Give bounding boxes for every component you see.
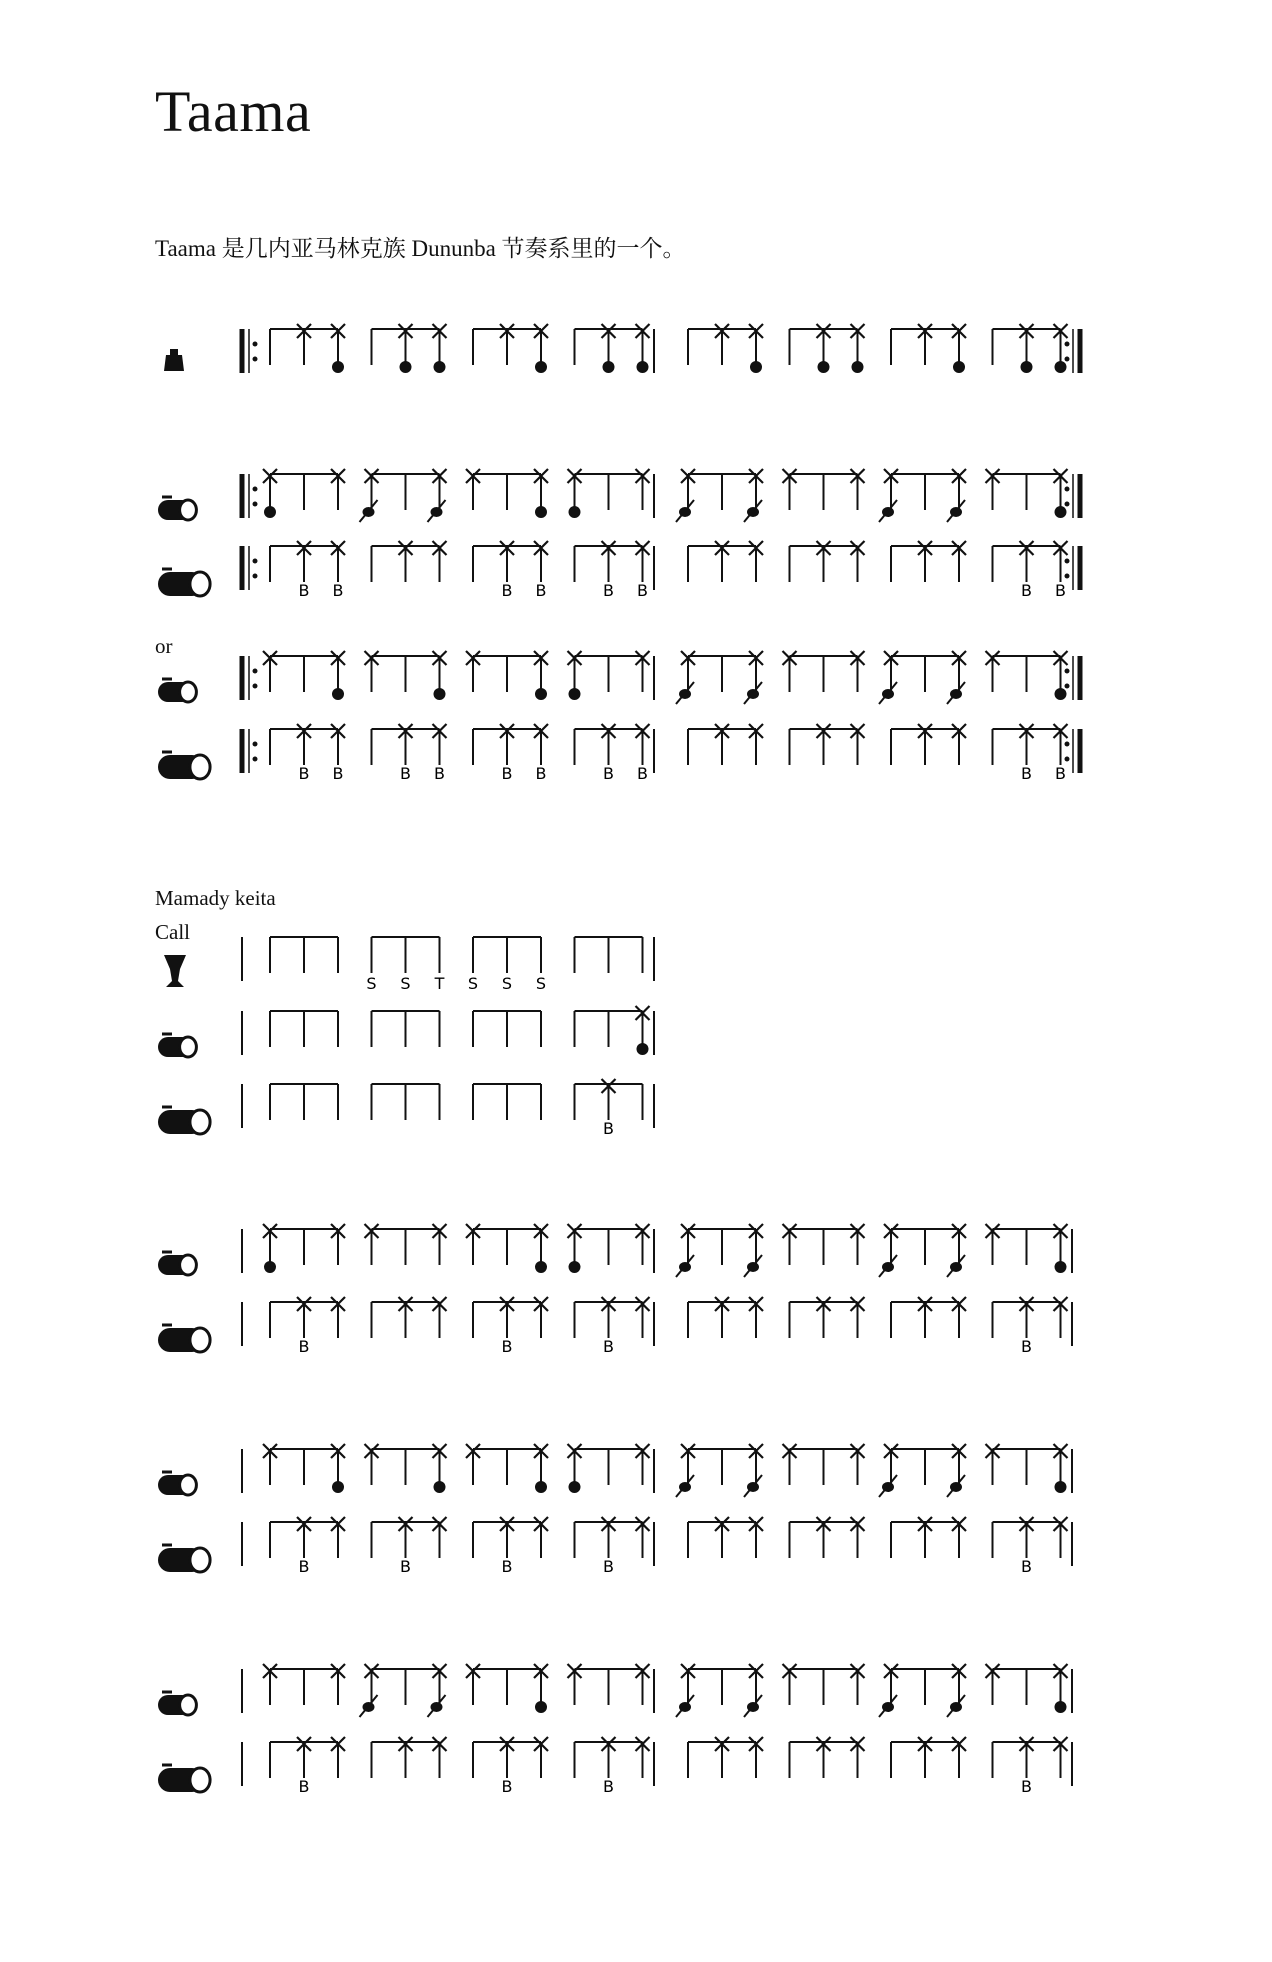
note-x — [817, 1517, 831, 1558]
note-x — [500, 324, 514, 365]
note-xs — [744, 1444, 763, 1497]
note-x — [636, 1737, 650, 1778]
note-x — [636, 1444, 650, 1485]
stroke-letter: B — [434, 764, 445, 783]
note-s — [536, 937, 546, 993]
note-s — [400, 937, 410, 993]
note-xb — [297, 541, 311, 600]
note-xd — [331, 1444, 345, 1493]
note-x — [749, 1297, 763, 1338]
note-x — [817, 1737, 831, 1778]
note-xb — [331, 724, 345, 783]
note-xd — [534, 1224, 548, 1273]
note-xs — [947, 1444, 966, 1497]
note-x — [331, 1517, 345, 1558]
stroke-letter: T — [434, 974, 445, 993]
note-xs — [744, 1664, 763, 1717]
note-xb — [331, 541, 345, 600]
note-x — [466, 1664, 480, 1705]
stroke-letter: B — [501, 1557, 513, 1576]
stroke-letter: S — [366, 974, 377, 993]
note-x — [952, 1517, 966, 1558]
note-x — [466, 651, 480, 692]
note-xd — [568, 651, 582, 700]
note-xd — [1054, 651, 1068, 700]
dununba-drum-icon — [158, 569, 210, 596]
note-xd — [534, 651, 548, 700]
note-xs — [947, 1224, 966, 1277]
note-x — [715, 1297, 729, 1338]
note-xd — [1020, 324, 1034, 373]
stroke-letter: B — [1021, 1777, 1032, 1796]
note-x — [749, 724, 763, 765]
note-xb — [500, 1517, 514, 1576]
note-x — [851, 1224, 865, 1265]
stroke-letter: B — [603, 764, 614, 783]
note-xb — [636, 724, 650, 783]
stroke-letter: B — [1055, 581, 1066, 600]
note-x — [399, 1297, 413, 1338]
note-x — [986, 469, 1000, 510]
dununba-drum-icon — [158, 1765, 210, 1792]
note-xb — [1020, 1517, 1034, 1576]
note-x — [851, 1664, 865, 1705]
note-x — [783, 469, 797, 510]
sangban-drum-icon — [158, 1252, 196, 1275]
note-xs — [676, 1224, 695, 1277]
note-xd — [1054, 1224, 1068, 1273]
sangban-drum-icon — [158, 1472, 196, 1495]
notation-row — [0, 642, 1272, 722]
note-xs — [744, 1224, 763, 1277]
notation-row — [0, 1728, 1272, 1808]
sangban-drum-icon — [158, 1034, 196, 1057]
note-x — [952, 724, 966, 765]
stroke-letter: B — [1021, 581, 1032, 600]
note-x — [715, 1737, 729, 1778]
note-xb — [433, 724, 447, 783]
note-xb — [500, 1737, 514, 1796]
note-xs — [879, 1444, 898, 1497]
stroke-letter: B — [332, 581, 344, 600]
stroke-letter: B — [603, 1119, 614, 1138]
note-x — [297, 324, 311, 365]
stroke-letter: S — [501, 974, 513, 993]
note-x — [749, 541, 763, 582]
djembe-icon — [164, 955, 186, 987]
note-xd — [1054, 469, 1068, 518]
note-x — [331, 1224, 345, 1265]
note-x — [986, 1224, 1000, 1265]
note-xd — [568, 1444, 582, 1493]
note-xb — [297, 1737, 311, 1796]
dununba-drum-icon — [158, 752, 210, 779]
notation-row — [0, 1655, 1272, 1735]
note-xb — [602, 1517, 616, 1576]
note-x — [952, 1737, 966, 1778]
stroke-letter: B — [603, 581, 614, 600]
note-xd — [263, 469, 277, 518]
note-x — [365, 651, 379, 692]
note-xs — [947, 651, 966, 704]
note-x — [466, 1444, 480, 1485]
intro-text: Taama 是几内亚马林克族 Dununba 节奏系里的一个。 — [155, 236, 686, 261]
notation-row — [0, 1070, 1272, 1150]
sangban-drum-icon — [158, 497, 196, 520]
note-xs — [879, 1224, 898, 1277]
stroke-letter: B — [1021, 764, 1032, 783]
note-xd — [636, 1006, 650, 1055]
note-x — [433, 1297, 447, 1338]
note-xs — [360, 469, 379, 522]
note-x — [466, 1224, 480, 1265]
page-title: Taama — [155, 79, 312, 144]
notation-row — [0, 315, 1272, 395]
stroke-letter: B — [637, 581, 648, 600]
note-x — [263, 651, 277, 692]
note-x — [331, 1664, 345, 1705]
note-xs — [676, 651, 695, 704]
stroke-letter: B — [501, 1777, 513, 1796]
note-xd — [399, 324, 413, 373]
note-xs — [879, 1664, 898, 1717]
note-xs — [947, 469, 966, 522]
note-s — [366, 937, 376, 993]
note-xb — [602, 1297, 616, 1356]
note-x — [636, 469, 650, 510]
stroke-letter: B — [603, 1557, 614, 1576]
note-x — [715, 541, 729, 582]
note-x — [952, 541, 966, 582]
stroke-letter: B — [501, 1337, 513, 1356]
stroke-letter: S — [467, 974, 479, 993]
note-x — [636, 1297, 650, 1338]
note-xs — [879, 651, 898, 704]
note-xd — [1054, 324, 1068, 373]
stroke-letter: B — [637, 764, 648, 783]
dununba-drum-icon — [158, 1325, 210, 1352]
note-xb — [1020, 541, 1034, 600]
stroke-letter: B — [603, 1777, 614, 1796]
note-xd — [568, 469, 582, 518]
note-xd — [851, 324, 865, 373]
note-x — [851, 541, 865, 582]
note-xd — [1054, 1664, 1068, 1713]
stroke-letter: B — [298, 581, 310, 600]
note-x — [636, 1224, 650, 1265]
note-xb — [500, 724, 514, 783]
note-x — [851, 724, 865, 765]
stroke-letter: B — [298, 1777, 310, 1796]
note-x — [433, 1737, 447, 1778]
note-x — [918, 724, 932, 765]
note-x — [783, 651, 797, 692]
note-x — [466, 469, 480, 510]
note-xd — [263, 1224, 277, 1273]
note-t — [434, 937, 445, 993]
note-x — [365, 1224, 379, 1265]
sangban-drum-icon — [158, 1692, 196, 1715]
note-x — [715, 1517, 729, 1558]
note-x — [534, 1737, 548, 1778]
note-x — [986, 1664, 1000, 1705]
note-xd — [817, 324, 831, 373]
stroke-letter: B — [1021, 1557, 1032, 1576]
stroke-letter: B — [603, 1337, 614, 1356]
stroke-letter: B — [535, 581, 547, 600]
or-label: or — [155, 634, 173, 658]
note-xd — [1054, 1444, 1068, 1493]
stroke-letter: S — [535, 974, 547, 993]
note-xb — [1020, 724, 1034, 783]
stroke-letter: B — [501, 764, 513, 783]
note-xs — [360, 1664, 379, 1717]
note-xd — [568, 1224, 582, 1273]
note-x — [636, 651, 650, 692]
note-xs — [744, 469, 763, 522]
note-xb — [602, 1737, 616, 1796]
sangban-drum-icon — [158, 679, 196, 702]
note-xd — [534, 324, 548, 373]
note-x — [851, 1517, 865, 1558]
note-xs — [947, 1664, 966, 1717]
note-xd — [636, 324, 650, 373]
note-x — [534, 1297, 548, 1338]
note-xs — [879, 469, 898, 522]
note-x — [986, 651, 1000, 692]
note-x — [918, 1297, 932, 1338]
note-x — [433, 541, 447, 582]
note-x — [636, 1517, 650, 1558]
note-xb — [602, 541, 616, 600]
note-xb — [399, 1517, 413, 1576]
notation-row — [0, 715, 1272, 795]
note-x — [817, 724, 831, 765]
notation-row — [0, 460, 1272, 540]
note-x — [433, 1517, 447, 1558]
note-x — [952, 1297, 966, 1338]
stroke-letter: B — [298, 764, 310, 783]
note-xs — [428, 1664, 447, 1717]
note-xb — [1054, 724, 1068, 783]
note-x — [263, 1664, 277, 1705]
note-x — [399, 541, 413, 582]
call-label: Call — [155, 920, 190, 944]
note-xd — [331, 651, 345, 700]
notation-row — [0, 1288, 1272, 1368]
stroke-letter: B — [501, 581, 513, 600]
note-xb — [500, 541, 514, 600]
stroke-letter: B — [298, 1337, 310, 1356]
note-x — [749, 1737, 763, 1778]
dununba-drum-icon — [158, 1107, 210, 1134]
notation-row — [0, 1508, 1272, 1588]
note-xb — [636, 541, 650, 600]
note-x — [851, 1737, 865, 1778]
notation-row — [0, 1215, 1272, 1295]
note-xs — [676, 1444, 695, 1497]
note-x — [851, 469, 865, 510]
note-xd — [433, 324, 447, 373]
note-x — [783, 1444, 797, 1485]
note-xd — [433, 651, 447, 700]
note-xb — [500, 1297, 514, 1356]
note-xd — [534, 469, 548, 518]
note-x — [749, 1517, 763, 1558]
stroke-letter: B — [400, 764, 411, 783]
note-x — [1054, 1297, 1068, 1338]
notation-row — [0, 923, 1272, 1003]
note-x — [715, 724, 729, 765]
note-xb — [399, 724, 413, 783]
performer-name: Mamady keita — [155, 886, 276, 910]
note-xs — [744, 651, 763, 704]
notation-row — [0, 532, 1272, 612]
note-x — [817, 541, 831, 582]
note-x — [783, 1224, 797, 1265]
note-x — [851, 1444, 865, 1485]
note-xd — [534, 1664, 548, 1713]
stroke-letter: B — [1021, 1337, 1032, 1356]
note-xd — [749, 324, 763, 373]
note-x — [817, 1297, 831, 1338]
note-xs — [428, 469, 447, 522]
bell-icon — [164, 349, 184, 371]
note-s — [502, 937, 512, 993]
note-xb — [534, 724, 548, 783]
note-xd — [952, 324, 966, 373]
note-x — [263, 1444, 277, 1485]
stroke-letter: B — [298, 1557, 310, 1576]
note-xb — [1020, 1297, 1034, 1356]
note-xb — [297, 1297, 311, 1356]
note-x — [331, 1737, 345, 1778]
note-x — [986, 1444, 1000, 1485]
note-xd — [331, 324, 345, 373]
note-x — [534, 1517, 548, 1558]
note-xb — [297, 1517, 311, 1576]
stroke-letter: B — [535, 764, 547, 783]
stroke-letter: S — [400, 974, 411, 993]
notation-row — [0, 997, 1272, 1077]
note-x — [783, 1664, 797, 1705]
note-xb — [602, 1079, 616, 1138]
note-x — [399, 1737, 413, 1778]
notation-row — [0, 1435, 1272, 1515]
note-xd — [433, 1444, 447, 1493]
note-x — [433, 1224, 447, 1265]
note-x — [568, 1664, 582, 1705]
dununba-drum-icon — [158, 1545, 210, 1572]
note-xb — [1054, 541, 1068, 600]
note-x — [715, 324, 729, 365]
note-x — [918, 1517, 932, 1558]
note-xb — [297, 724, 311, 783]
note-xs — [676, 469, 695, 522]
note-x — [1054, 1517, 1068, 1558]
note-s — [468, 937, 478, 993]
note-xb — [602, 724, 616, 783]
note-x — [331, 469, 345, 510]
note-xs — [676, 1664, 695, 1717]
note-x — [1054, 1737, 1068, 1778]
note-xd — [602, 324, 616, 373]
note-x — [365, 1444, 379, 1485]
note-x — [851, 1297, 865, 1338]
stroke-letter: B — [1055, 764, 1066, 783]
note-x — [918, 541, 932, 582]
note-x — [331, 1297, 345, 1338]
note-xd — [534, 1444, 548, 1493]
note-xb — [1020, 1737, 1034, 1796]
note-x — [636, 1664, 650, 1705]
note-x — [918, 324, 932, 365]
note-x — [851, 651, 865, 692]
stroke-letter: B — [400, 1557, 411, 1576]
note-x — [918, 1737, 932, 1778]
stroke-letter: B — [332, 764, 344, 783]
note-xb — [534, 541, 548, 600]
